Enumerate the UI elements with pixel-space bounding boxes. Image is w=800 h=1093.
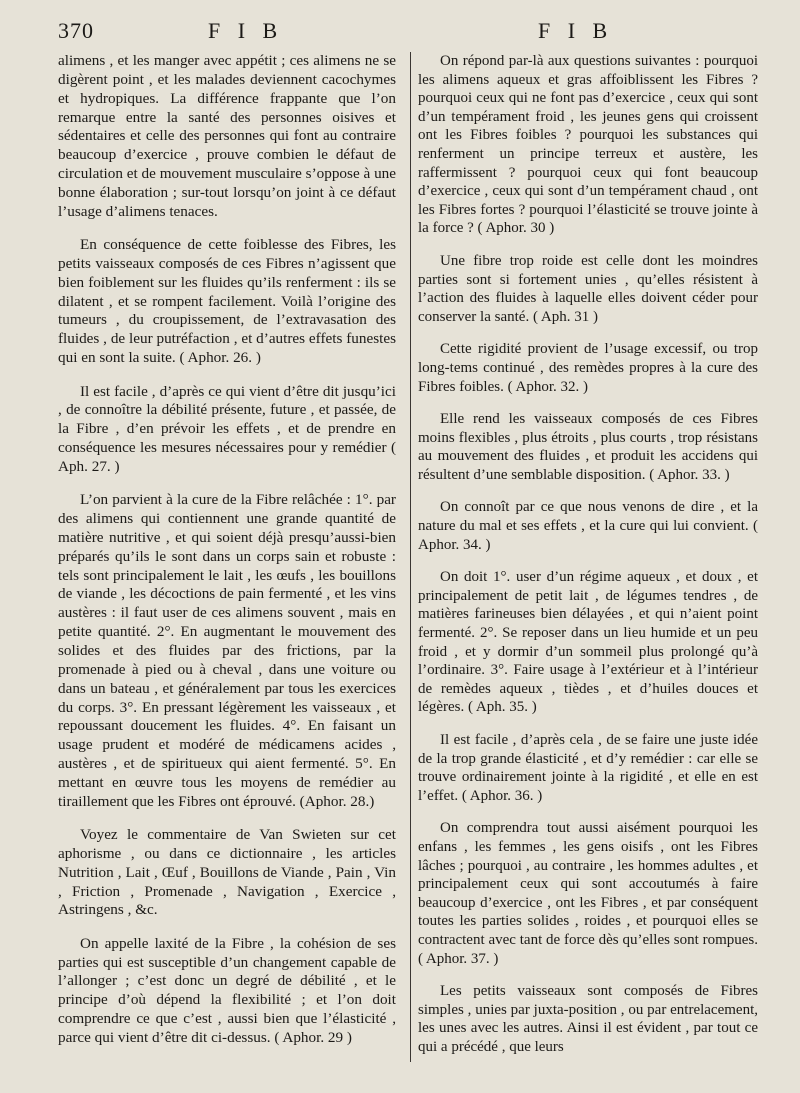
left-column (58, 52, 396, 1062)
paragraph: On répond par-là aux questions suivantes : pourquoi les alimens aqueux et gras affoiblissent les Fibres ? pourquoi ceux qui ne font pas d’exercice , ceux qui sont d’un tempérament froid , les jeunes gens qui croissent ont les Fibres foibles ? pourquoi les substances qui renferment un principe terreux et austère, les raffermissent ? pourquoi ceux qui font beaucoup d’exercice , ceux qui sont d’un tempérament chaud , ont les Fibres fortes ? pourquoi l’élasticité se trouve jointe à la force ? ( Aphor. 30 ) (418, 53, 758, 237)
paragraph: On appelle laxité de la Fibre , la cohésion de ses parties qui est susceptible d’un changement capable de l’allonger ; c’est donc un degré de débilité , et le principe d’où dépend la flexibilité ; et l’on doit comprendre ce que c’est , aussi bien que l’élasticité , parce qui vient d’être dit ci-dessus. ( Aphor. 29 ) (58, 934, 396, 1046)
paragraph: En conséquence de cette foiblesse des Fibres, les petits vaisseaux composés de ces Fibres n’agissent que bien foiblement sur les fluides qu’ils renferment : ils se dilatent , et se rompent facilement. Voilà l’origine des tumeurs , du croupissement, de l’extravasation des fluides , de leur putréfaction , et d’autres effets funestes qui en sont la suite. ( Aphor. 26. ) (58, 236, 396, 367)
paragraph: Cette rigidité provient de l’usage excessif, ou trop long-tems continué , des remèdes propres à la cure des Fibres foibles. ( Aphor. 32. ) (418, 341, 758, 395)
paragraph: Il est facile , d’après cela , de se faire une juste idée de la trop grande élasticité , et d’y remédier : car elle se trouve ordinairement jointe à la rigidité , et elle en est l’effet. ( Aphor. 36. ) (418, 732, 758, 804)
paragraph: On doit 1°. user d’un régime aqueux , et doux , et principalement de petit lait , de légumes tendres , de matières farineuses bien délayées , et qui n’aient point fermenté. 2°. Se reposer dans un lieu humide et un peu froid , et y dormir d’un sommeil plus prolongé qu’à l’ordinaire. 3°. Faire usage à l’extérieur et à l’intérieur de remèdes aqueux , tièdes , et d’huiles douces et légères. ( Aph. 35. ) (418, 569, 758, 716)
page-number: 370 (58, 18, 94, 43)
paragraph: Les petits vaisseaux sont composés de Fibres simples , unies par juxta-position , ou par entrelacement, les unes avec les autres. Ainsi il est évident , par tout ce qui a précédé , que leurs (418, 983, 758, 1055)
page-header (0, 18, 800, 52)
paragraph: L’on parvient à la cure de la Fibre relâchée : 1°. par des alimens qui contiennent une grande quantité de matière nutritive , et qui soient déjà presqu’aussi-bien préparés qu’ils le sont dans un corps sain et robuste : tels sont principalement le lait , les œufs , les bouillons de viande , les décoctions de pain fermenté , et les vins austères : il faut user de ces alimens souvent , mais en petite quantité. 2°. En augmentant le mouvement des solides et des fluides par des frictions, par la promenade à pied ou à cheval , dans une voiture ou dans un bateau , et généralement par tous les exercices du corps. 3°. En pressant légèrement les vaisseaux , et repoussant doucement les fluides. 4°. En faisant un usage prudent et modéré de médicamens acides , austères , et de spiritueux qui aient fermenté. 5°. En mettant en œuvre tous les moyens de remédier au tiraillement que les Fibres ont éprouvé. (Aphor. 28.) (58, 491, 396, 810)
column-divider (410, 52, 411, 1062)
paragraph: Il est facile , d’après ce qui vient d’être dit jusqu’ici , de connoître la débilité présente, future , et passée, de la Fibre , d’en prévoir les effets , et de prendre en conséquence les mesures nécessaires pour y remédier ( Aph. 27. ) (58, 382, 396, 475)
paragraph: Voyez le commentaire de Van Swieten sur cet aphorisme , ou dans ce dictionnaire , les articles Nutrition , Lait , Œuf , Bouillons de Viande , Pain , Vin , Friction , Promenade , Navigation , Exercice , Astringens , &c. (58, 826, 396, 919)
running-head-left: F I B (208, 18, 284, 43)
paragraph: alimens , et les manger avec appétit ; ces alimens ne se digèrent point , et les malades deviennent cacochymes et hydropiques. La différence frappante que l’on remarque entre la santé des personnes oisives et sédentaires et celle des personnes qui font au contraire beaucoup d’exercice , prouve combien le défaut de circulation et de mouvement musculaire s’oppose à une bonne élaboration ; sur-tout lorsqu’on joint à ce défaut l’usage d’alimens tenaces. (58, 52, 396, 220)
right-column (418, 52, 758, 1071)
running-head-right: F I B (538, 18, 614, 43)
paragraph: On comprendra tout aussi aisément pourquoi les enfans , les femmes , les gens oisifs , ont les Fibres lâches ; pourquoi , au contraire , les hommes adultes , et principalement ceux qui sont accoutumés à faire beaucoup d’exercice , ont les Fibres , et par conséquent toutes les parties solides , roides , et pourquoi elles se contractent avec tant de force dès qu’elles sont rompues. ( Aphor. 37. ) (418, 820, 758, 967)
paragraph: Une fibre trop roide est celle dont les moindres parties sont si fortement unies , qu’elles résistent à l’action des fluides à laquelle elles doivent céder pour conserver la santé. ( Aph. 31 ) (418, 252, 758, 325)
paragraph: On connoît par ce que nous venons de dire , et la nature du mal et ses effets , et la cure qui lui convient. ( Aphor. 34. ) (418, 499, 758, 553)
paragraph: Elle rend les vaisseaux composés de ces Fibres moins flexibles , plus étroits , plus courts , trop résistans au mouvement des fluides , et produit les accidens qui résultent d’une semblable disposition. ( Aphor. 33. ) (418, 411, 758, 483)
